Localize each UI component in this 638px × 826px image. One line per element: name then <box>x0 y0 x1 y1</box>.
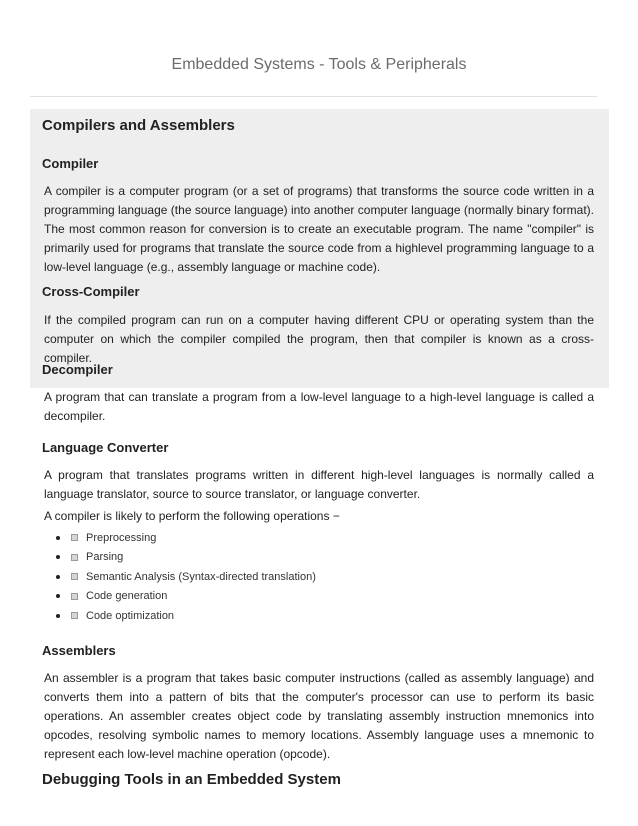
bullet-icon <box>56 536 60 540</box>
list-item <box>56 548 316 568</box>
subheading-language-converter: Language Converter <box>42 440 169 455</box>
section-heading-compilers: Compilers and Assemblers <box>42 117 235 134</box>
list-item-label: Preprocessing <box>86 531 157 544</box>
document-title: Embedded Systems - Tools & Peripherals <box>171 56 467 73</box>
list-item-label: Semantic Analysis (Syntax-directed translation) <box>86 570 316 583</box>
bullet-icon <box>56 594 60 598</box>
language-converter-paragraph: A program that translates programs written in different high-level languages is normally called a language translator, source to source translator, or language converter. <box>44 468 594 501</box>
section-heading-debugging: Debugging Tools in an Embedded System <box>42 771 341 788</box>
bullet-icon <box>56 614 60 618</box>
list-item <box>56 528 316 548</box>
list-item <box>56 567 316 587</box>
operations-intro: A compiler is likely to perform the following operations − <box>44 509 340 523</box>
assemblers-paragraph: An assembler is a program that takes basic computer instructions (called as assembly language) and converts them into a pattern of bits that the computer's processor can use to perform its basic operations. An assembler creates object code by translating assembly instruction mnemonics into opcodes, resolving symbolic names to memory locations. Assembly language uses a mnemonic to represent each low-level machine operation (opcode). <box>44 671 594 761</box>
bullet-icon <box>56 555 60 559</box>
checkbox-square-icon <box>71 612 78 619</box>
subheading-decompiler: Decompiler <box>42 362 113 377</box>
bullet-icon <box>56 575 60 579</box>
title-divider <box>30 96 597 97</box>
subheading-cross-compiler: Cross-Compiler <box>42 284 140 299</box>
list-item-label: Code generation <box>86 590 168 603</box>
list-item-label: Code optimization <box>86 609 175 622</box>
checkbox-square-icon <box>71 593 78 600</box>
checkbox-square-icon <box>71 554 78 561</box>
list-item <box>56 587 316 607</box>
list-item <box>56 606 316 626</box>
cross-compiler-paragraph: If the compiled program can run on a computer having different CPU or operating system than the computer on which the compiler compiled the program, then that compiler is known as a cross-compiler. <box>44 313 594 365</box>
subheading-compiler: Compiler <box>42 156 99 171</box>
subheading-assemblers: Assemblers <box>42 643 116 658</box>
compiler-paragraph: A compiler is a computer program (or a set of programs) that transforms the source code written in a programming language (the source language) into another computer language (normally binary format). The most common reason for conversion is to create an executable program. The name "compiler" is primarily used for programs that translate the source code from a highlevel programming language to a low-level language (e.g., assembly language or machine code). <box>44 184 594 274</box>
checkbox-square-icon <box>71 534 78 541</box>
operations-list <box>56 528 316 626</box>
list-item-label: Parsing <box>86 551 124 564</box>
decompiler-paragraph: A program that can translate a program from a low-level language to a high-level language is called a decompiler. <box>44 390 594 423</box>
checkbox-square-icon <box>71 573 78 580</box>
